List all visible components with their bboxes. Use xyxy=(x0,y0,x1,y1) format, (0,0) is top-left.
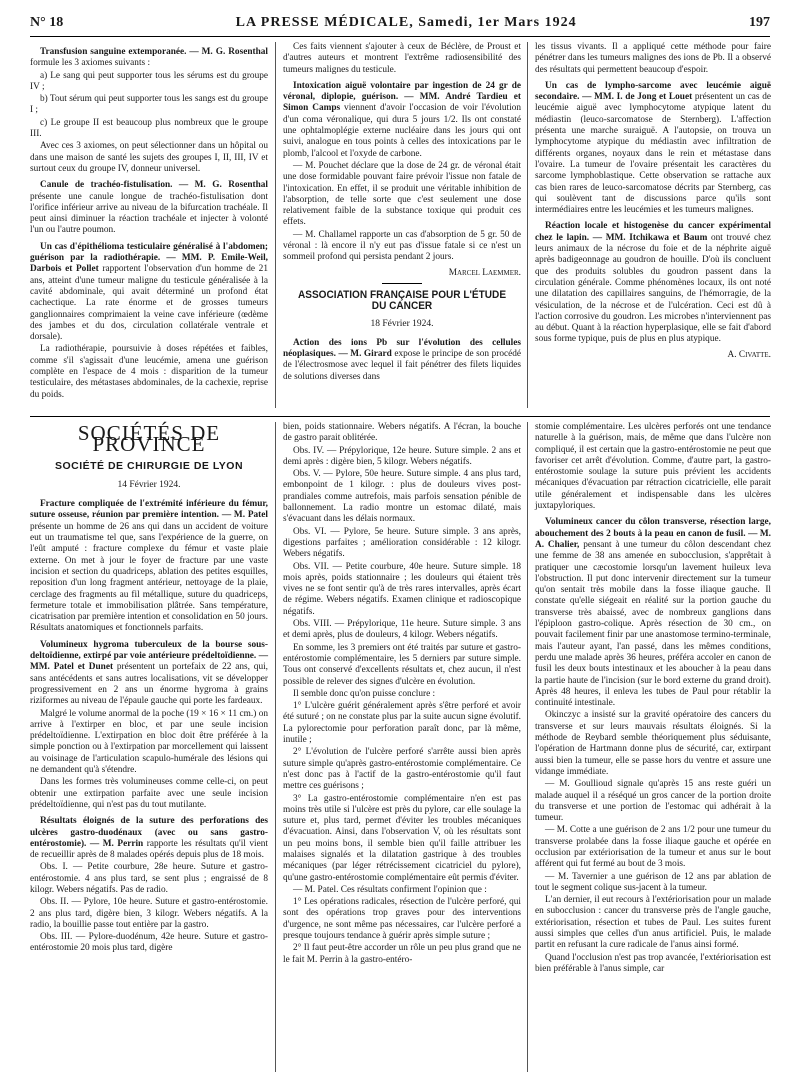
paragraph-text: bien, poids stationnaire. Webers négatifs. A l'écran, la bouche de gastro parait oblitérée. xyxy=(283,422,521,444)
text-paragraph xyxy=(283,562,521,618)
text-paragraph xyxy=(283,643,521,688)
article-paragraph xyxy=(283,338,521,383)
text-paragraph xyxy=(535,872,771,895)
paragraph-text: stomie complémentaire. Les ulcères perforés ont une tendance naturelle à la guérison, mais, de même que dans l'ulcère non compliqué, il est certain que la gastro-entérostomie ne peut que favoriser cet arrêt d'évolution. Comme, d'autre part, la gastro-entérostomie soulage la suture puis prévient les accidents mécaniques d'évacuation par rétraction cicatricielle, elle parait utile généralement et indispensable dans les ulcères juxtapyloriques. xyxy=(535,422,771,512)
text-paragraph xyxy=(283,446,521,469)
paragraph-text: La radiothérapie, poursuivie à doses répétées et faibles, comme s'il s'agissait d'une leucémie, amena une guérison complète en l'espace de 4 mois : disparition de la tumeur testiculaire, des métastases abdominales, de la cachexie, reprise du poids. xyxy=(30,344,268,400)
paragraph-text: rapportent l'observation d'un homme de 21 ans, atteint d'une tumeur maligne du testicule généralisée à la cavité abdominale, qui avait déterminé un profond état cachectique. La rate énorme et de grosses tumeurs ganglionnaires comprimaient la veine cave inférieure (œdème des jambes et du dos, circulation collatérale ventrale et dorsale). xyxy=(30,264,268,343)
text-paragraph xyxy=(283,794,521,884)
text-paragraph xyxy=(30,344,268,400)
article-heading: Résultats éloignés de la suture des perforations des ulcères gastro-duodénaux (avec ou sans gastro-entérostomie). — M. Perrin xyxy=(30,816,268,849)
paragraph-text: présentent un portefaix de 22 ans, qui, sans antécédents et sans autres localisations, vit se développer progressivement en 2 ans un énorme hygroma à grains riziformes au niveau de l'épaule gauche qui porte les fardeaux. xyxy=(30,662,268,707)
column-divider xyxy=(527,422,528,1072)
article-heading: Intoxication aiguë volontaire par ingestion de 24 gr de véronal, diplopie, guérison. — MM. André Tardieu et Simon Camps xyxy=(283,80,521,114)
text-paragraph xyxy=(283,527,521,561)
article-paragraph xyxy=(30,47,268,70)
text-paragraph xyxy=(535,895,771,951)
text-paragraph xyxy=(30,141,268,175)
article-heading: Transfusion sanguine extemporanée. — M. G. Rosenthal xyxy=(40,47,268,57)
paragraph-text: pensant à une tumeur du côlon descendant chez une femme de 38 ans amenée en subocclusion, s'apprêtait à pratiquer une cæcostomie lorsqu'un lavement huileux leva l'obstruction. Il put donc intervenir directement sur la tumeur qu'on sentait très mobile dans la fosse iliaque gauche. Il constate qu'elle siégeait en réalité sur la portion gauche du transverse très abaissé, avec de nombreux ganglions dans l'épiploon gastro-colique. Après résection de 30 cm., on pouvait facilement finir par une anastomose termino-terminale, mais l'auteur ayant, l'an passé, dans les mêmes conditions, perdu une malade après 36 heures, préféra accoler en canon de fusil les deux bouts intestinaux et les aboucher à la peau dans la partie haute de l'incision (sur le bord externe du grand droit). Après 48 heures, il enleva les tubes de Paul pour rétablir la continuité intestinale. xyxy=(535,539,772,709)
paragraph-text: Obs. VIII. — Prépylorique, 11e heure. Suture simple. 3 ans et demi après, plus de douleurs, 4 kilogr. Webers négatifs. xyxy=(283,619,521,641)
text-paragraph xyxy=(535,825,771,870)
paragraph-text: les tissus vivants. Il a appliqué cette méthode pour faire pénétrer dans les tumeurs malignes des ions de Pb. Il a observé des résultats qui permettent beaucoup d'espoir. xyxy=(535,42,771,75)
text-paragraph xyxy=(283,701,521,746)
column-divider xyxy=(275,422,276,1072)
session-date: 14 Février 1924. xyxy=(117,479,181,490)
issue-number: N° 18 xyxy=(30,15,64,30)
paragraph-text: présentent un cas de leucémie aiguë avec lymphocytome atypique latent du médiastin (leuco-sarcomatose de Sternberg). L'affection présenta une marche suraiguë. A l'autopsie, on trouva un lymphocytome atypique du médiastin avec infiltration de différents organes, noyaux dans le rein et métastase dans l'ovaire. La tumeur de l'ovaire présentait les caractères du sarcome lymphoblastique. Cette observation se rattache aux cas bien rares de leuco-sarcomatose décrits par Sternberg, cas qui soulèvent tant de discussions parce qu'ils sont intermédiaires entre les leucémies et les tumeurs malignes. xyxy=(535,92,771,216)
paragraph-text: Obs. VII. — Petite courbure, 40e heure. Suture simple. 18 mois après, poids stationnaire ; les douleurs qui étaient très vives ne se font sentir qu'à de très rares intervalles, après écart de régime. Webers négatifs. Examen clinique et radioscopique négatifs. xyxy=(283,561,521,617)
article-paragraph xyxy=(30,180,268,236)
section-rule xyxy=(30,416,770,417)
paragraph-text: Ces faits viennent s'ajouter à ceux de Béclère, de Proust et d'autres auteurs et montrent l'extrême radiosensibilité des tumeurs malignes du testicule. xyxy=(283,42,521,75)
paragraph-text: — M. Tavernier a une guérison de 12 ans par ablation de tout le segment colique sus-jacent à la tumeur. xyxy=(535,871,771,893)
text-paragraph xyxy=(283,619,521,642)
paragraph-text: 3° La gastro-entérostomie complémentaire n'en est pas moins très utile si l'ulcère est près du pylore, car elle soulage la suture et, plus tard, permet d'éviter les troubles mécaniques d'évacuation. Ainsi, dans l'observation V, où les résultats sont un peu moins bons, il semble bien qu'il faille attribuer les malaises signalés et la dilatation gastrique à des troubles mécaniques (par léger rétrécissement cicatriciel du pylore), qu'une gastro-entérostomie complémentaire eût permis d'éviter. xyxy=(283,793,521,883)
article-paragraph xyxy=(535,221,771,345)
page-number: 197 xyxy=(748,15,770,30)
article-paragraph xyxy=(535,517,771,709)
paragraph-text: Obs. VI. — Pylore, 5e heure. Suture simple. 3 ans après, digestions parfaites ; amélioration considérable : 12 kilogr. Webers négatifs. xyxy=(283,526,521,560)
signature-civatte: A. Civatte. xyxy=(727,349,771,360)
column-divider xyxy=(527,42,528,408)
paragraph-text: Il semble donc qu'on puisse conclure : xyxy=(293,688,436,699)
paragraph-text: viennent d'avoir l'occasion de voir l'évolution d'un coma véronalique, qui dura 5 jours 1/2. Ils ont constaté une ophtalmoplégie externe nucléaire dans les jours qui ont suivi, analogue en tous points à celles des intoxications par le plomb, l'alcool et l'oxyde de carbone. xyxy=(283,103,521,159)
text-paragraph xyxy=(283,161,521,229)
paragraph-text: c) Le groupe II est beaucoup plus nombreux que le groupe III. xyxy=(30,117,268,140)
paragraph-text: L'an dernier, il eut recours à l'extériorisation pour un malade en subocclusion : cancer du transverse près de l'angle gauche, extériorisation, résection et tubes de Paul. Les suites furent aussi simples que celles d'un anus artificiel. Puis, le malade partit en refusant la cure radicale de l'anus ainsi formé. xyxy=(535,895,771,951)
paragraph-text: — M. Cotte a une guérison de 2 ans 1/2 pour une tumeur du transverse prolabée dans la fosse iliaque gauche et opérée en occlusion par extériorisation de la tumeur et anus sur le bout afférent qui fut fermé au bout de 3 mois. xyxy=(535,825,771,870)
paragraph-text: Obs. I. — Petite courbure, 28e heure. Suture et gastro-entérostomie. 4 ans plus tard, se sent plus ; engraissé de 8 kilogr. Webers négatifs. Pas de radio. xyxy=(30,862,268,895)
top-column-2 xyxy=(283,42,521,412)
article-paragraph xyxy=(30,640,268,708)
text-paragraph xyxy=(30,777,268,811)
paragraph-text: ont trouvé chez leurs animaux de la nécrose du foie et de la néphrite aiguë après badigeonnage au goudron de houille. D'où ils concluent que des produits solubles du goudron passent dans la circulation générale. Comme phénomènes locaux, ils ont noté une dilatation des capillaires sanguins, de l'hémorragie, de la vésiculation, de la nécrose et de l'ulcération. Ceci est dû à l'action corrosive du goudron. Les microbes n'interviennent pas au début. Quant à la réaction hyperplasique, elle se fait d'abord sous forme typique, puis de plus en plus atypique. xyxy=(535,232,771,345)
paragraph-text: b) Tout sérum qui peut supporter tous les sangs est du groupe I ; xyxy=(30,94,268,116)
text-paragraph xyxy=(283,230,521,264)
text-paragraph xyxy=(535,42,771,76)
text-paragraph xyxy=(283,42,521,76)
text-paragraph xyxy=(30,71,268,94)
text-paragraph xyxy=(283,943,521,966)
paragraph-text: formule les 3 axiomes suivants : xyxy=(30,58,151,69)
article-heading: Réaction locale et histogenèse du cancer expérimental chez le lapin. — MM. Itchikawa et Baum xyxy=(535,221,771,243)
text-paragraph xyxy=(283,897,521,942)
text-paragraph xyxy=(30,932,268,955)
association-title: ASSOCIATION FRANÇAISE POUR L'ÉTUDE DU CANCER xyxy=(297,288,507,313)
text-paragraph xyxy=(30,897,268,931)
text-paragraph xyxy=(535,422,771,512)
signature-laemmer: Marcel Laemmer. xyxy=(448,267,521,278)
text-paragraph xyxy=(30,94,268,117)
paragraph-text: Obs. IV. — Prépylorique, 12e heure. Suture simple. 2 ans et demi après : digère bien, 5 kilogr. Webers négatifs. xyxy=(283,445,521,467)
text-paragraph xyxy=(283,422,521,445)
divider xyxy=(382,283,422,284)
article-paragraph xyxy=(30,816,268,861)
text-paragraph xyxy=(30,862,268,896)
bottom-column-1 xyxy=(30,420,268,1076)
paragraph-text: présente une canule longue de trachéo-fistulisation dont l'orifice inférieur arrive au niveau de la bifurcation trachéale. Il peut ainsi diminuer la réaction trachéale et injecter à volonté l'un ou l'autre poumon. xyxy=(30,191,268,236)
article-heading: Un cas d'épithélioma testiculaire généralisé à l'abdomen; guérison par la radiothérapie. — MM. P. Emile-Weil, Darbois et Pollet xyxy=(30,241,268,275)
paragraph-text: Okinczyc a insisté sur la gravité opératoire des cancers du transverse et sur leurs mauvais résultats éloignés. Si la méthode de Reybard semble théoriquement plus séduisante, l'opération de Hartmann donne plus de sécurité, car, extirpant aussi bien la tumeur, elle se passe hors du ventre et assure une vidange immédiate. xyxy=(535,710,771,777)
article-heading: Volumineux cancer du côlon transverse, résection large, abouchement des 2 bouts à la peau en canon de fusil. — M. A. Chalier, xyxy=(535,517,771,550)
paragraph-text: — M. Challamel rapporte un cas d'absorption de 5 gr. 50 de véronal : là encore il n'y eut pas d'issue fatale si ce n'est un sommeil profond qui persista pendant 2 jours. xyxy=(283,229,521,263)
text-paragraph xyxy=(535,779,771,824)
journal-title: LA PRESSE MÉDICALE, Samedi, 1er Mars 1924 xyxy=(235,15,577,30)
text-paragraph xyxy=(283,689,521,700)
article-paragraph xyxy=(283,81,521,160)
paragraph-text: Obs. III. — Pylore-duodénum, 42e heure. Suture et gastro-entérostomie 20 mois plus tard, digère xyxy=(30,932,268,954)
paragraph-text: — M. Pouchet déclare que la dose de 24 gr. de véronal était une dose formidable pouvant faire prévoir l'issue non fatale de l'intoxication. En effet, il se produit une véritable inhibition de l'absorption, de telle sorte que c'est seulement une dose relativement faible de la substance toxique qui produit ces effets. xyxy=(283,160,521,228)
paragraph-text: a) Le sang qui peut supporter tous les sérums est du groupe IV ; xyxy=(30,70,268,92)
paragraph-text: 2° Il faut peut-être accorder un rôle un peu plus grand que ne le fait M. Perrin à la gastro-entéro- xyxy=(283,943,521,965)
article-heading: Un cas de lympho-sarcome avec leucémie aiguë secondaire. — MM. I. de Jong et Louet xyxy=(535,80,771,103)
paragraph-text: Dans les formes très volumineuses comme celle-ci, on peut obtenir une extirpation parfaite avec une seule incision prédeltoïdienne, qui n'est pas du tout mutilante. xyxy=(30,777,268,810)
paragraph-text: Avec ces 3 axiomes, on peut sélectionner dans un hôpital ou dans une maison de santé les sujets des groupes I, II, III, IV et surtout ceux du groupe IV, donneur universel. xyxy=(30,141,268,174)
paragraph-text: — M. Goullioud signale qu'après 15 ans reste guéri un malade auquel il a réséqué un gros cancer de la portion droite du transverse et une portion de l'estomac qui adhérait à la tumeur. xyxy=(535,779,771,824)
paragraph-text: Quand l'occlusion n'est pas trop avancée, l'extériorisation est bien préférable à l'anus simple, car xyxy=(535,952,771,974)
paragraph-text: — M. Patel. Ces résultats confirment l'opinion que : xyxy=(293,884,487,895)
bottom-column-2 xyxy=(283,422,521,1076)
text-paragraph xyxy=(535,953,771,976)
section-title: SOCIÉTÉS DE PROVINCE xyxy=(77,421,221,457)
article-paragraph xyxy=(535,81,771,217)
bottom-column-3 xyxy=(535,422,771,1076)
paragraph-text: 1° L'ulcère guérit généralement après s'être perforé et avoir été suturé ; on ne constate plus par la suite aucun signe évolutif. La pylorectomie pour perforation paraît donc, par là même, inutile ; xyxy=(283,701,521,746)
article-heading: Action des ions Pb sur l'évolution des cellules néoplasiques. — M. Girard xyxy=(283,337,521,360)
paragraph-text: En somme, les 3 premiers ont été traités par suture et gastro-entérostomie complémentaire, les 5 derniers par suture simple. Tous ont conservé d'excellents résultats et, chez aucun, il n'est possible de relever des signes d'ulcère en évolution. xyxy=(283,642,521,687)
article-paragraph xyxy=(30,499,268,635)
text-paragraph xyxy=(283,747,521,792)
text-paragraph xyxy=(283,885,521,896)
text-paragraph xyxy=(30,118,268,141)
article-heading: Volumineux hygroma tuberculeux de la bourse sous-deltoïdienne, extirpé par voie antérieure prédeltoïdienne. — MM. Patel et Dunet xyxy=(30,639,268,673)
society-title: SOCIÉTÉ DE CHIRURGIE DE LYON xyxy=(54,459,244,472)
text-paragraph xyxy=(535,710,771,778)
article-paragraph xyxy=(30,242,268,344)
paragraph-text: Obs. V. — Pylore, 50e heure. Suture simple. 4 ans plus tard, embonpoint de 1 kilogr. : plus de douleurs vives post-prandiales comme autrefois, mais parfois sensation pénible de ballonnement. La radio montre un estomac dilaté, mais s'évacuant dans les délais normaux. xyxy=(283,469,521,525)
association-date: 18 Février 1924. xyxy=(370,318,434,329)
paragraph-text: rapporte les résultats qu'il vient de recueillir après de 8 malades opérés depuis plus de 18 mois. xyxy=(30,838,268,861)
paragraph-text: Obs. II. — Pylore, 10e heure. Suture et gastro-entérostomie. 2 ans plus tard, digère bien, 3 kilogr. Webers négatifs. A la radio, la bouillie passe tout entière par la gastro. xyxy=(30,897,268,930)
paragraph-text: Malgré le volume anormal de la poche (19 × 16 × 11 cm.) on arrive à l'extirper en bloc, et par une seule incision prédeltoïdienne. L'extirpation en bloc doit être préférée à la simple ponction ou à l'extirpation par morcellement qui laissent au voisinage de l'articulation scapulo-humérale des lésions qui ne demandent qu'à s'étendre. xyxy=(30,708,268,776)
article-heading: Canule de trachéo-fistulisation. — M. G. Rosenthal xyxy=(40,180,268,191)
column-divider xyxy=(275,42,276,408)
top-column-3 xyxy=(535,42,771,412)
top-column-1 xyxy=(30,42,268,412)
paragraph-text: expose le principe de son procédé de l'électrosmose avec lequel il fait pénétrer des filets liquides de solutions diverses dans xyxy=(283,349,521,382)
paragraph-text: 1° Les opérations radicales, résection de l'ulcère perforé, qui sont des opérations trop graves pour des interventions d'urgence, ne sont même pas nécessaires, car l'ulcère perforé a presque toujours tendance à guérir après simple suture ; xyxy=(283,897,521,942)
paragraph-text: 2° L'évolution de l'ulcère perforé s'arrête aussi bien après suture simple qu'après gastro-entérostomie complémentaire. Ce n'est donc pas à l'actif de la gastro-entérostomie qu'il faut mettre ces guérisons ; xyxy=(283,747,521,792)
page-header xyxy=(30,10,770,37)
text-paragraph xyxy=(30,709,268,777)
text-paragraph xyxy=(283,469,521,525)
article-heading: Fracture compliquée de l'extrémité inférieure du fémur, suture osseuse, réunion par première intention. — M. Patel xyxy=(30,499,268,521)
paragraph-text: présente un homme de 26 ans qui dans un accident de voiture eut un traumatisme tel que, sans l'expérience de la guerre, on l'eût amputé : fracture complexe du fémur et vaste plaie externe. On met à jour le foyer de fracture par une vaste incision et section du quadriceps, ablation des petites esquilles, reposition d'un long fragment antérieur, nettoyage de la plaie, cerclage des fragments au fil métallique, suture du quadriceps, fermeture totale et immobilisation plâtrée. Sans température, cicatrisation par première intention et consolidation en 50 jours. Résultats anatomiques et fonctionnels parfaits. xyxy=(30,521,268,634)
